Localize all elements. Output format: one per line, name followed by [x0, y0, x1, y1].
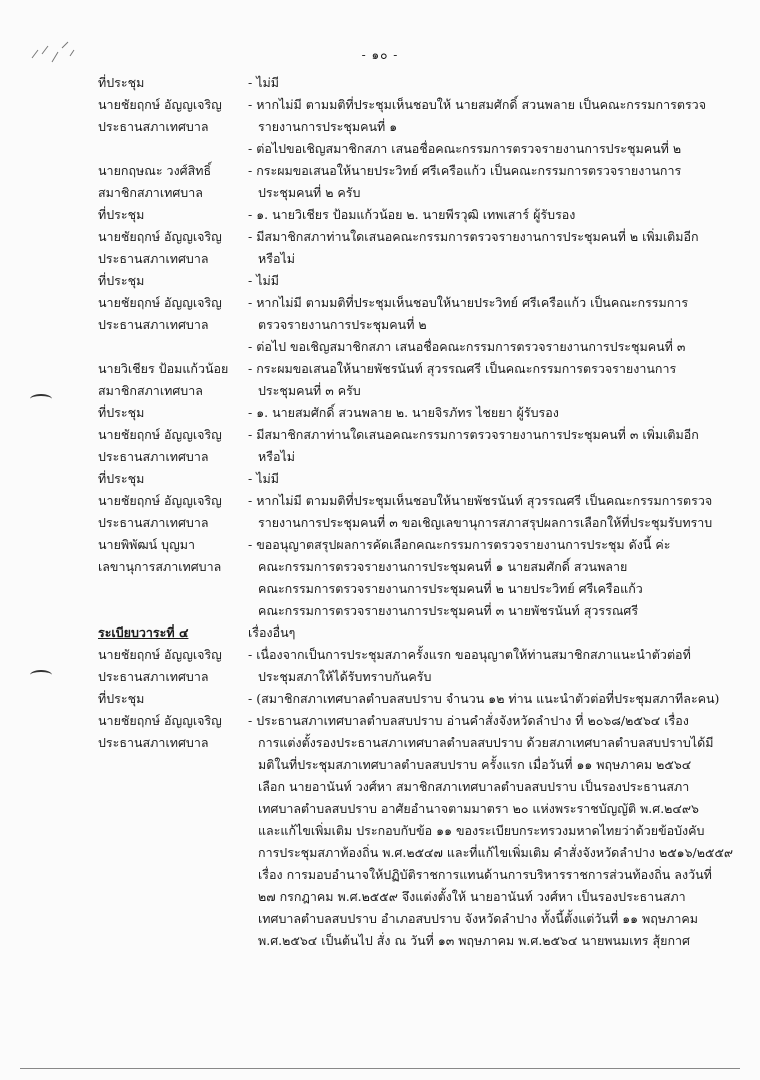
speaker-name: นายพิพัฒน์ บุญมา [98, 537, 196, 552]
page-number: - ๑๐ - [361, 48, 399, 62]
statement-cell [248, 358, 728, 402]
binding-hole-mark-icon [30, 394, 52, 404]
statement-line: - ๑. นายสมศักดิ์ สวนพลาย ๒. นายจิรภัทร ไชยยา ผู้รับรอง [248, 405, 559, 420]
speaker-name: นายชัยฤกษ์ อัญญเจริญ [98, 229, 222, 244]
statement-line: การแต่งตั้งรองประธานสภาเทศบาลตำบลสบปราบ ด้วยสภาเทศบาลตำบลสบปราบได้มี [258, 735, 714, 750]
statement-cell [248, 402, 728, 424]
statement-line: - มีสมาชิกสภาท่านใดเสนอคณะกรรมการตรวจรายงานการประชุมคนที่ ๓ เพิ่มเติมอีก [248, 427, 699, 442]
speaker-cell [98, 402, 248, 424]
statement-line: เลือก นายอานันท์ วงศ์หา สมาชิกสภาเทศบาลตำบลสบปราบ เป็นรองประธานสภา [258, 779, 690, 794]
statement-line: - ไม่มี [248, 273, 279, 288]
minutes-row [98, 358, 728, 402]
speaker-role: ประธานสภาเทศบาล [98, 449, 209, 464]
speaker-cell [98, 710, 248, 754]
statement-cell [248, 468, 728, 490]
minutes-row [98, 292, 728, 358]
statement-line: คณะกรรมการตรวจรายงานการประชุมคนที่ ๑ นายสมศักดิ์ สวนพลาย [258, 559, 628, 574]
minutes-row [98, 226, 728, 270]
statement-line: รายงานการประชุมคนที่ ๓ ขอเชิญเลขานุการสภาสรุปผลการเลือกให้ที่ประชุมรับทราบ [258, 515, 713, 530]
minutes-row [98, 402, 728, 424]
speaker-name: นายชัยฤกษ์ อัญญเจริญ [98, 295, 222, 310]
speaker-cell [98, 72, 248, 94]
speaker-cell [98, 204, 248, 226]
statement-line: - (สมาชิกสภาเทศบาลตำบลสบปราบ จำนวน ๑๒ ท่าน แนะนำตัวต่อที่ประชุมสภาทีละคน) [248, 691, 720, 706]
statement-line: คณะกรรมการตรวจรายงานการประชุมคนที่ ๓ นายพัชรนันท์ สุวรรณศรี [258, 603, 639, 618]
minutes-row [98, 270, 728, 292]
speaker-cell [98, 534, 248, 578]
speaker-name: ที่ประชุม [98, 273, 145, 288]
statement-line: ๒๗ กรกฎาคม พ.ศ.๒๕๕๙ จึงแต่งตั้งให้ นายอานันท์ วงศ์หา เป็นรองประธานสภา [258, 889, 686, 904]
statement-line: เรื่องอื่นๆ [248, 625, 296, 640]
minutes-row [98, 72, 728, 94]
speaker-name: นายชัยฤกษ์ อัญญเจริญ [98, 713, 222, 728]
statement-cell [248, 226, 728, 270]
statement-line: เทศบาลตำบลสบปราบ อาศัยอำนาจตามมาตรา ๒๐ แห่งพระราชบัญญัติ พ.ศ.๒๔๙๖ [258, 801, 699, 816]
speaker-name: นายวิเชียร ป้อมแก้วน้อย [98, 361, 229, 376]
speaker-cell [98, 226, 248, 270]
minutes-row [98, 644, 728, 688]
speaker-cell [98, 468, 248, 490]
speaker-role: ประธานสภาเทศบาล [98, 317, 209, 332]
statement-line: การประชุมสภาท้องถิ่น พ.ศ.๒๕๔๗ และที่แก้ไขเพิ่มเติม คำสั่งจังหวัดลำปาง ๒๕๑๖/๒๕๕๙ [258, 845, 734, 860]
speaker-name: ระเบียบวาระที่ ๔ [98, 625, 189, 640]
minutes-row [98, 424, 728, 468]
statement-line: - เนื่องจากเป็นการประชุมสภาครั้งแรก ขออนุญาตให้ท่านสมาชิกสภาแนะนำตัวต่อที่ [248, 647, 691, 662]
speaker-cell [98, 292, 248, 336]
agenda-item-row [98, 622, 728, 644]
speaker-cell [98, 94, 248, 138]
speaker-cell [98, 160, 248, 204]
speaker-role: เลขานุการสภาเทศบาล [98, 559, 222, 574]
speaker-name: ที่ประชุม [98, 207, 145, 222]
minutes-row [98, 94, 728, 160]
statement-cell [248, 94, 728, 160]
speaker-role: ประธานสภาเทศบาล [98, 515, 209, 530]
speaker-cell [98, 688, 248, 710]
statement-line: - ประธานสภาเทศบาลตำบลสบปราบ อ่านคำสั่งจังหวัดลำปาง ที่ ๒๐๖๘/๒๕๖๔ เรื่อง [248, 713, 689, 728]
speaker-cell [98, 644, 248, 688]
statement-line: รายงานการประชุมคนที่ ๑ [258, 119, 398, 134]
speaker-role: ประธานสภาเทศบาล [98, 735, 209, 750]
statement-line: - ต่อไป ขอเชิญสมาชิกสภา เสนอชื่อคณะกรรมการตรวจรายงานการประชุมคนที่ ๓ [248, 339, 686, 354]
statement-cell [248, 644, 728, 688]
statement-line: เทศบาลตำบลสบปราบ อำเภอสบปราบ จังหวัดลำปาง ทั้งนี้ตั้งแต่วันที่ ๑๑ พฤษภาคม [258, 911, 698, 926]
speaker-name: นายกฤษณะ วงศ์สิทธิ์ [98, 163, 212, 178]
statement-line: - มีสมาชิกสภาท่านใดเสนอคณะกรรมการตรวจรายงานการประชุมคนที่ ๒ เพิ่มเติมอีก [248, 229, 699, 244]
statement-cell [248, 710, 733, 952]
speaker-cell [98, 270, 248, 292]
speaker-role: สมาชิกสภาเทศบาล [98, 383, 203, 398]
statement-line: หรือไม่ [258, 449, 295, 464]
statement-line: - กระผมขอเสนอให้นายประวิทย์ ศรีเครือแก้ว เป็นคณะกรรมการตรวจรายงานการ [248, 163, 682, 178]
speaker-role: ประธานสภาเทศบาล [98, 669, 209, 684]
statement-line: - ต่อไปขอเชิญสมาชิกสภา เสนอชื่อคณะกรรมการตรวจรายงานการประชุมคนที่ ๒ [248, 141, 682, 156]
statement-line: หรือไม่ [258, 251, 295, 266]
speaker-name: ที่ประชุม [98, 471, 145, 486]
minutes-row [98, 204, 728, 226]
meeting-minutes-body [98, 72, 734, 952]
statement-line: ประชุมสภาให้ได้รับทราบกันครับ [258, 669, 432, 684]
statement-line: - หากไม่มี ตามมติที่ประชุมเห็นชอบให้นายประวิทย์ ศรีเครือแก้ว เป็นคณะกรรมการ [248, 295, 689, 310]
statement-cell [248, 160, 728, 204]
speaker-cell [98, 622, 248, 644]
binding-hole-mark-icon [30, 670, 52, 680]
minutes-row [98, 490, 728, 534]
speaker-name: นายชัยฤกษ์ อัญญเจริญ [98, 427, 222, 442]
speaker-name: ที่ประชุม [98, 405, 145, 420]
statement-line: ตรวจรายงานการประชุมคนที่ ๒ [258, 317, 427, 332]
statement-line: และแก้ไขเพิ่มเติม ประกอบกับข้อ ๑๑ ของระเบียบกระทรวงมหาดไทยว่าด้วยข้อบังคับ [258, 823, 705, 838]
statement-cell [248, 424, 728, 468]
statement-line: มติในที่ประชุมสภาเทศบาลตำบลสบปราบ ครั้งแรก เมื่อวันที่ ๑๑ พฤษภาคม ๒๕๖๔ [258, 757, 692, 772]
statement-line: ประชุมคนที่ ๓ ครับ [258, 383, 361, 398]
statement-cell [248, 688, 728, 710]
statement-line: - กระผมขอเสนอให้นายพัชรนันท์ สุวรรณศรี เป็นคณะกรรมการตรวจรายงานการ [248, 361, 677, 376]
minutes-row [98, 534, 728, 622]
speaker-role: สมาชิกสภาเทศบาล [98, 185, 203, 200]
statement-cell [248, 270, 728, 292]
speaker-cell [98, 490, 248, 534]
statement-line: พ.ศ.๒๕๖๔ เป็นต้นไป สั่ง ณ วันที่ ๑๓ พฤษภาคม พ.ศ.๒๕๖๔ นายพนมเทร สุ้ยกาศ [258, 933, 690, 948]
statement-line: ประชุมคนที่ ๒ ครับ [258, 185, 361, 200]
statement-cell [248, 534, 728, 622]
statement-line: คณะกรรมการตรวจรายงานการประชุมคนที่ ๒ นายประวิทย์ ศรีเครือแก้ว [258, 581, 643, 596]
minutes-row [98, 710, 734, 952]
statement-line: - ๑. นายวิเชียร ป้อมแก้วน้อย ๒. นายพีรวุฒิ เทพเสาร์ ผู้รับรอง [248, 207, 576, 222]
statement-line: - ขออนุญาตสรุปผลการคัดเลือกคณะกรรมการตรวจรายงานการประชุม ดังนี้ ค่ะ [248, 537, 671, 552]
statement-line: เรื่อง การมอบอำนาจให้ปฏิบัติราชการแทนด้านการบริหารราชการส่วนท้องถิ่น ลงวันที่ [258, 867, 712, 882]
speaker-name: ที่ประชุม [98, 691, 145, 706]
speaker-cell [98, 424, 248, 468]
speaker-cell [98, 358, 248, 402]
minutes-row [98, 688, 728, 710]
page-bottom-rule [20, 1068, 740, 1069]
speaker-name: นายชัยฤกษ์ อัญญเจริญ [98, 97, 222, 112]
statement-line: - ไม่มี [248, 471, 279, 486]
statement-cell [248, 490, 728, 534]
speaker-name: นายชัยฤกษ์ อัญญเจริญ [98, 493, 222, 508]
statement-cell [248, 292, 728, 358]
speaker-name: นายชัยฤกษ์ อัญญเจริญ [98, 647, 222, 662]
statement-cell [248, 72, 728, 94]
statement-line: - หากไม่มี ตามมติที่ประชุมเห็นชอบให้นายพัชรนันท์ สุวรรณศรี เป็นคณะกรรมการตรวจ [248, 493, 713, 508]
speaker-role: ประธานสภาเทศบาล [98, 119, 209, 134]
statement-line: - ไม่มี [248, 75, 279, 90]
statement-cell [248, 204, 728, 226]
statement-cell [248, 622, 728, 644]
speaker-role: ประธานสภาเทศบาล [98, 251, 209, 266]
statement-line: - หากไม่มี ตามมติที่ประชุมเห็นชอบให้ นายสมศักดิ์ สวนพลาย เป็นคณะกรรมการตรวจ [248, 97, 707, 112]
minutes-row [98, 468, 728, 490]
speaker-name: ที่ประชุม [98, 75, 145, 90]
minutes-row [98, 160, 728, 204]
